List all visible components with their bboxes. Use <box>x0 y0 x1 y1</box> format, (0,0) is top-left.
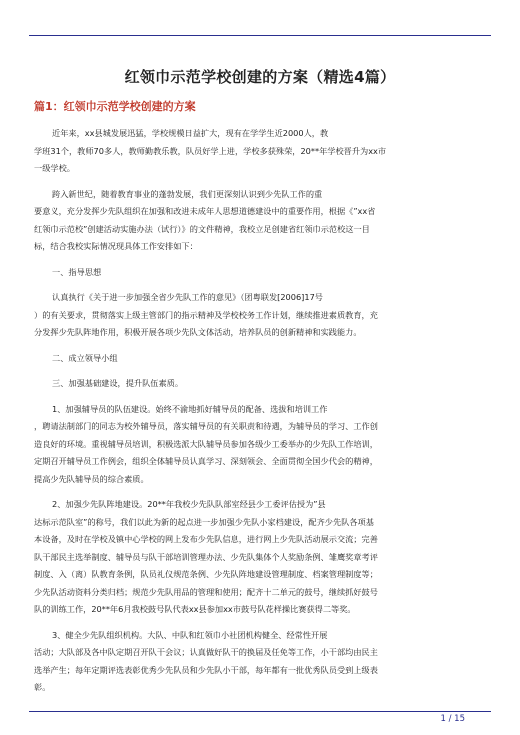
text-line: 学班31个，教师70多人，教师勤教乐教，队员好学上进，学校多获殊荣，20**年学校晋升为xx市 <box>34 145 387 156</box>
header-rule <box>29 35 491 36</box>
paragraph <box>34 289 480 342</box>
text-line: 二、成立领导小组 <box>52 352 118 363</box>
text-line: 红领巾示范校”创建活动实施办法（试行）》的文件精神，我校立足创建省红领巾示范校这一目 <box>34 223 370 234</box>
paragraph <box>34 186 480 256</box>
text-line: 定期召开辅导员工作例会，组织全体辅导员认真学习、深刻领会、全面贯彻全国少代会的精神， <box>34 456 378 466</box>
text-line: 提高少先队辅导员的综合素质。 <box>34 473 149 484</box>
text-line: 一、指导思想 <box>52 266 102 277</box>
text-line: 三、加强基础建设，提升队伍素质。 <box>52 378 184 388</box>
text-line: 2、加强少先队阵地建设。20**年我校少先队队部室经县少工委评估授为”县 <box>52 499 326 509</box>
document-body <box>34 125 480 705</box>
paragraph <box>34 375 480 393</box>
text-line: ）的有关要求，贯彻落实上级主管部门的指示精神及学校校务工作计划，继续推进素质教育，充 <box>34 309 378 320</box>
text-line: 近年来，xx县城发展迅猛，学校规模日益扩大，现有在学学生近2000人，教 <box>52 128 329 138</box>
text-line: 跨入新世纪，随着教育事业的蓬勃发展，我们更深刻认识到少先队工作的重 <box>52 188 323 199</box>
paragraph <box>34 350 480 368</box>
text-line: 本设备，及时在学校及镇中心学校的网上发布少先队信息，进行网上少先队活动展示交流；完善 <box>34 534 378 544</box>
paragraph <box>34 627 480 697</box>
text-line: 造良好的环境。重视辅导员培训，积极选派大队辅导员参加各级少工委举办的少先队工作培训， <box>34 438 378 449</box>
text-line: 分发挥少先队阵地作用，积极开展各项少先队文体活动，培养队员的创新精神和实践能力。 <box>34 327 362 337</box>
text-line: 活动；大队部及各中队定期召开队干会议；认真做好队干的换届及任免等工作，小干部均由民主 <box>34 647 378 657</box>
paragraph <box>34 401 480 489</box>
text-line: 要意义，充分发挥少先队组织在加强和改进未成年人思想道德建设中的重要作用，根据《”xx省 <box>34 206 376 216</box>
text-line: 队的训练工作，20**年6月我校鼓号队代表xx县参加xx市鼓号队花样操比赛获得二等奖。 <box>34 604 356 614</box>
text-line: 选举产生；每年定期评选表彰优秀少先队员和少先队小干部，每年都有一批优秀队员受到上级表 <box>34 664 378 675</box>
text-line: 3、健全少先队组织机构。大队、中队和红领巾小社团机构健全、经常性开展 <box>52 629 328 640</box>
text-line: 标，结合我校实际情况现具体工作安排如下： <box>34 241 198 251</box>
text-line: 1、加强辅导员的队伍建设。始终不渝地抓好辅导员的配备、选拔和培训工作 <box>52 403 328 414</box>
text-line: ，聘请法制部门的同志为校外辅导员，落实辅导员的有关职责和待遇，为辅导员的学习、工作创 <box>34 421 378 431</box>
text-line: 达标示范队室”的称号，我们以此为新的起点进一步加强少先队小家档建设，配齐少先队各项基 <box>34 516 374 527</box>
paragraph <box>34 264 480 282</box>
text-line: 队干部民主选举制度、辅导员与队干部培训管理办法、少先队集体个人奖励条例、雏鹰奖章考评 <box>34 551 378 562</box>
page-indicator: 1 / 15 <box>440 714 465 724</box>
footer-rule <box>29 711 491 712</box>
text-line: 彰。 <box>34 682 51 692</box>
text-line: 少先队活动资料分类归档；规范少先队用品的管理和使用；配齐十二单元的鼓号，继续抓好鼓号 <box>34 586 378 597</box>
document-title: 红领巾示范学校创建的方案（精选4篇） <box>124 68 396 86</box>
paragraph <box>34 125 480 178</box>
text-line: 认真执行《关于进一步加强全省少先队工作的意见》（团粤联发[2006]17号 <box>52 292 323 302</box>
text-line: 制度、入（离）队教育条例，队员礼仪规范条例、少先队阵地建设管理制度、档案管理制度等； <box>34 569 378 579</box>
section-heading: 篇1：红领巾示范学校创建的方案 <box>34 100 196 113</box>
text-line: 一级学校。 <box>34 163 75 173</box>
paragraph <box>34 496 480 619</box>
